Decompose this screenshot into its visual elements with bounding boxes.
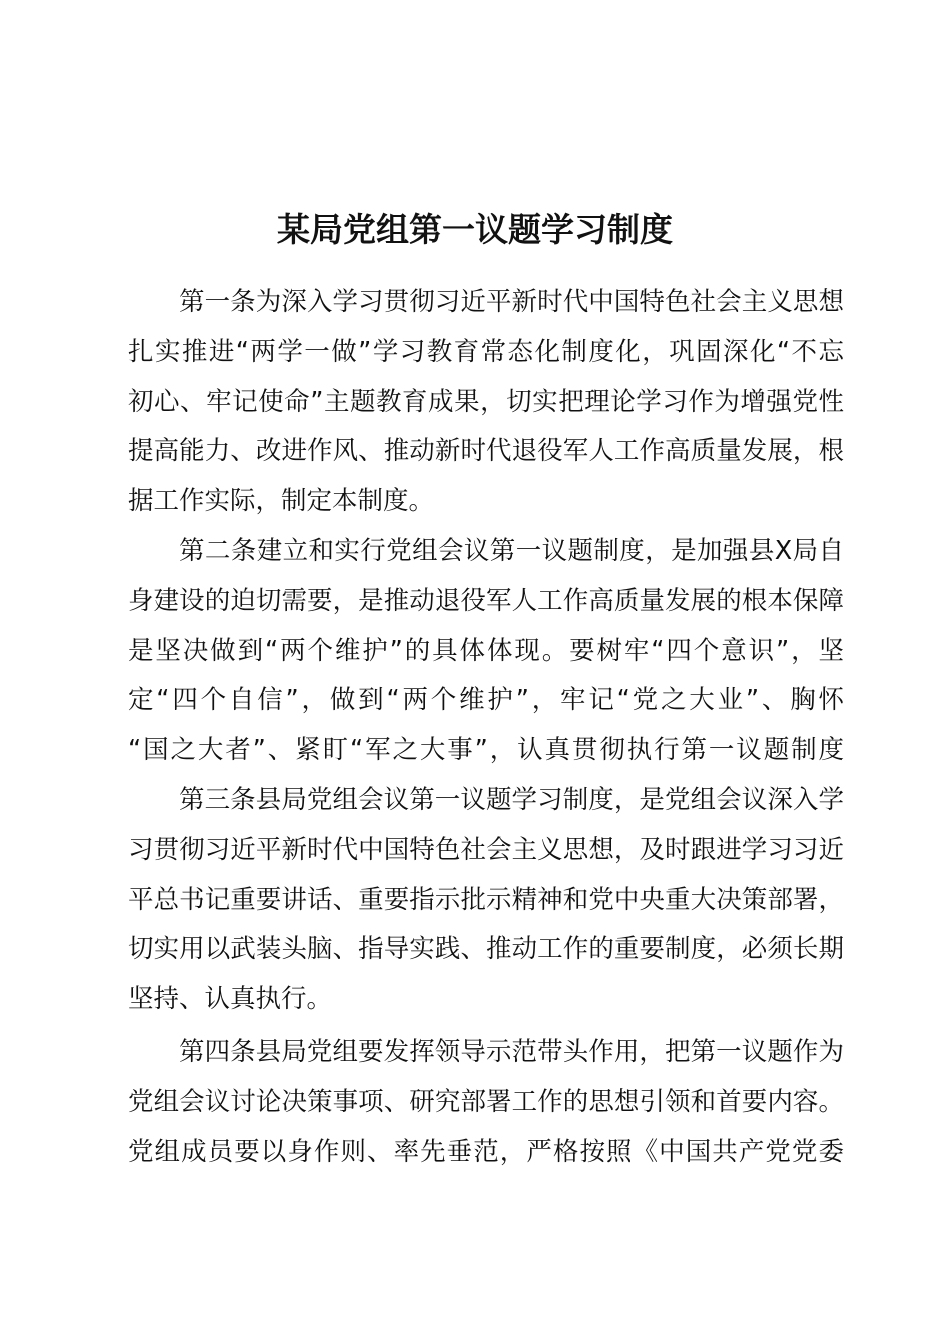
paragraph-line: 党组会议讨论决策事项、研究部署工作的思想引领和首要内容。 [128, 1086, 844, 1117]
paragraph-line: 是坚决做到“两个维护”的具体体现。要树牢“四个意识”，坚 [128, 635, 844, 666]
paragraph-line: 第一条为深入学习贯彻习近平新时代中国特色社会主义思想 [179, 287, 844, 317]
paragraph-line: 平总书记重要讲话、重要指示批示精神和党中央重大决策部署， [128, 884, 844, 915]
paragraph-line: 据工作实际，制定本制度。 [128, 486, 435, 517]
paragraph-line: 切实用以武装头脑、指导实践、推动工作的重要制度，必须长期 [128, 934, 844, 965]
paragraph-article-1 [128, 278, 844, 527]
paragraph-line: 第四条县局党组要发挥领导示范带头作用，把第一议题作为 [179, 1037, 844, 1067]
paragraph-article-4 [128, 1028, 844, 1177]
paragraph-line: 初心、牢记使命”主题教育成果，切实把理论学习作为增强党性 [128, 386, 844, 417]
paragraph-line: 第三条县局党组会议第一议题学习制度，是党组会议深入学 [179, 785, 844, 815]
paragraph-line: 身建设的迫切需要，是推动退役军人工作高质量发展的根本保障 [128, 585, 844, 616]
paragraph-article-2 [128, 527, 844, 776]
paragraph-line: 坚持、认真执行。 [128, 984, 333, 1015]
paragraph-article-3 [128, 776, 844, 1025]
document-title: 某局党组第一议题学习制度 [277, 210, 673, 249]
paragraph-line: 定“四个自信”，做到“两个维护”，牢记“党之大业”、胸怀 [128, 685, 844, 716]
paragraph-line: 党组成员要以身作则、率先垂范，严格按照《中国共产党党委 [128, 1136, 844, 1167]
paragraph-line: 扎实推进“两学一做”学习教育常态化制度化，巩固深化“不忘 [128, 336, 844, 367]
paragraph-line: 提高能力、改进作风、推动新时代退役军人工作高质量发展，根 [128, 436, 844, 467]
paragraph-line: “国之大者”、紧盯“军之大事”，认真贯彻执行第一议题制度 [128, 735, 844, 766]
paragraph-line: 习贯彻习近平新时代中国特色社会主义思想，及时跟进学习习近 [128, 834, 844, 865]
paragraph-line: 第二条建立和实行党组会议第一议题制度，是加强县X局自 [179, 536, 844, 566]
